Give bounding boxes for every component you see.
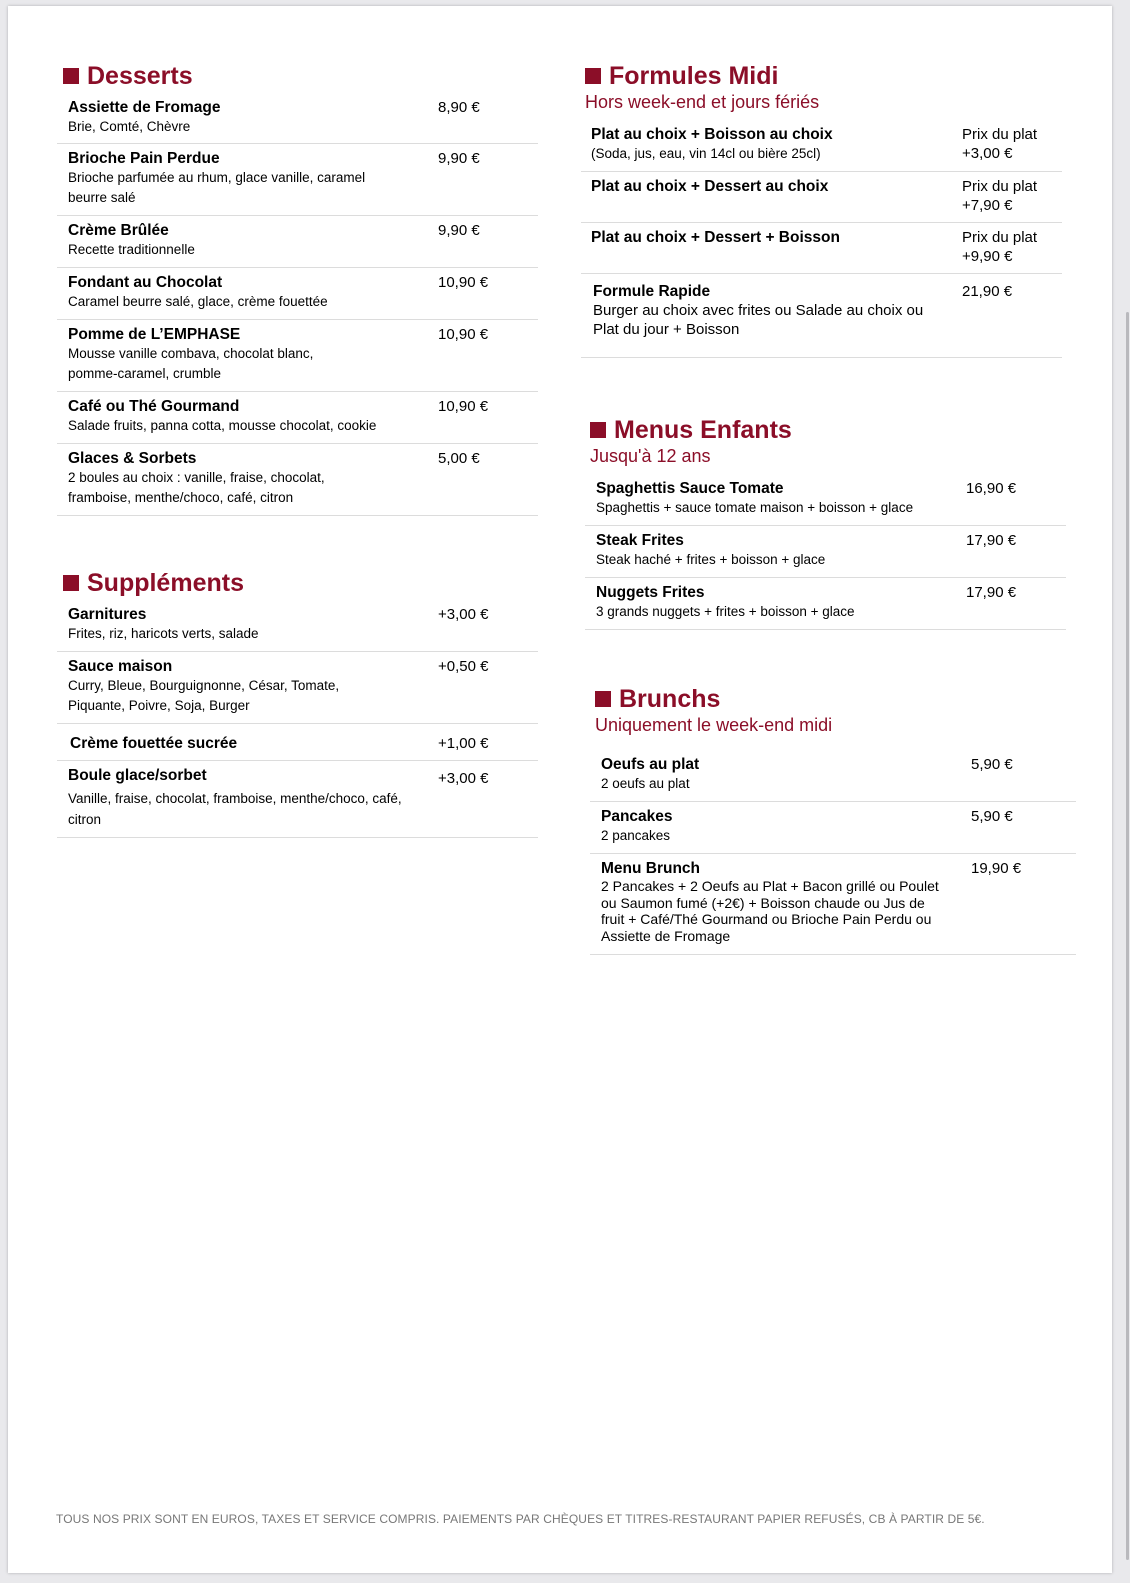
- item-name: Café ou Thé Gourmand: [68, 398, 240, 415]
- enfants-title: Menus Enfants: [614, 416, 792, 444]
- menu-item: [57, 392, 538, 444]
- item-price: 9,90 €: [438, 150, 480, 167]
- section-title: [590, 685, 1076, 713]
- menu-item: [57, 444, 538, 516]
- brunchs-title: Brunchs: [619, 685, 721, 713]
- item-desc: 3 grands nuggets + frites + boisson + glace: [596, 604, 855, 619]
- menu-item: [57, 320, 538, 392]
- section-title: [581, 62, 1062, 90]
- item-name: Pomme de L’EMPHASE: [68, 326, 241, 343]
- item-price: [962, 177, 1062, 215]
- item-name: Plat au choix + Dessert au choix: [591, 178, 829, 195]
- item-desc: Frites, riz, haricots verts, salade: [68, 626, 259, 641]
- price-label: Prix du plat: [962, 178, 1038, 195]
- supplements-title: Suppléments: [87, 569, 244, 597]
- item-name: Pancakes: [601, 808, 673, 825]
- item-desc: Recette traditionnelle: [68, 242, 195, 257]
- item-name: Spaghettis Sauce Tomate: [596, 480, 784, 497]
- item-desc: 2 Pancakes + 2 Oeufs au Plat + Bacon grillé ou Poulet ou Saumon fumé (+2€) + Boisson chaude ou Jus de fruit + Café/Thé Gourmand ou Brioche Pain Perdu ou Assiette de Fromage: [601, 878, 939, 944]
- item-price: 5,00 €: [438, 450, 480, 467]
- item-price: 10,90 €: [438, 274, 489, 291]
- menu-item: [590, 854, 1076, 955]
- item-price: +0,50 €: [438, 658, 489, 675]
- menu-item: [57, 761, 538, 838]
- item-price: 8,90 €: [438, 99, 480, 116]
- item-price: 10,90 €: [438, 398, 489, 415]
- item-price: [962, 125, 1062, 164]
- item-price: 16,90 €: [966, 480, 1017, 497]
- item-desc: 2 oeufs au plat: [601, 776, 690, 791]
- item-desc: Brioche parfumée au rhum, glace vanille, caramel beurre salé: [68, 170, 366, 205]
- item-name: Menu Brunch: [601, 860, 701, 877]
- menu-item: [57, 724, 538, 761]
- item-price: 9,90 €: [438, 222, 480, 239]
- section-desserts: [57, 62, 538, 516]
- item-name: Formule Rapide: [593, 283, 711, 300]
- price-label: Prix du plat: [962, 126, 1038, 143]
- section-subtitle: Hors week-end et jours fériés: [585, 92, 820, 112]
- item-price: 17,90 €: [966, 532, 1017, 549]
- item-desc: Spaghettis + sauce tomate maison + boisson + glace: [596, 500, 914, 515]
- menu-item: [57, 652, 538, 724]
- item-name: Assiette de Fromage: [68, 99, 221, 116]
- price-value: +7,90 €: [962, 197, 1013, 214]
- menu-item: [590, 750, 1076, 802]
- item-desc: Brie, Comté, Chèvre: [68, 119, 191, 134]
- item-desc: (Soda, jus, eau, vin 14cl ou bière 25cl): [591, 146, 821, 161]
- menu-item: [57, 600, 538, 652]
- section-subtitle: Uniquement le week-end midi: [595, 715, 833, 735]
- square-bullet-icon: [590, 422, 606, 438]
- item-price: +3,00 €: [438, 606, 489, 623]
- item-name: Plat au choix + Boisson au choix: [591, 126, 833, 143]
- item-name: Fondant au Chocolat: [68, 274, 223, 291]
- item-desc: 2 boules au choix : vanille, fraise, chocolat, framboise, menthe/choco, café, citron: [68, 470, 325, 505]
- item-desc: Salade fruits, panna cotta, mousse chocolat, cookie: [68, 418, 377, 433]
- desserts-title: Desserts: [87, 62, 193, 90]
- item-price: +1,00 €: [438, 735, 489, 752]
- square-bullet-icon: [63, 68, 79, 84]
- menu-item: [581, 223, 1062, 274]
- item-desc: Vanille, fraise, chocolat, framboise, menthe/choco, café, citron: [68, 791, 402, 827]
- menu-item: [57, 268, 538, 320]
- menu-item-formule-rapide: [581, 274, 1062, 358]
- section-subtitle: Jusqu'à 12 ans: [590, 446, 711, 466]
- menu-item: [585, 474, 1066, 526]
- section-title: [585, 416, 1066, 444]
- menu-item: [585, 578, 1066, 630]
- item-desc: Mousse vanille combava, chocolat blanc, pomme-caramel, crumble: [68, 346, 314, 381]
- section-title: [57, 62, 538, 90]
- price-value: +3,00 €: [962, 145, 1013, 162]
- item-name: Sauce maison: [68, 658, 173, 675]
- section-formules: [581, 62, 1062, 358]
- section-supplements: [57, 569, 538, 838]
- item-name: Glaces & Sorbets: [68, 450, 197, 467]
- item-name: Plat au choix + Dessert + Boisson: [591, 229, 840, 246]
- scrollbar-thumb[interactable]: [1126, 312, 1129, 1560]
- item-price: 19,90 €: [971, 860, 1022, 877]
- item-desc: Caramel beurre salé, glace, crème fouettée: [68, 294, 328, 309]
- item-name: Crème Brûlée: [68, 222, 169, 239]
- square-bullet-icon: [585, 68, 601, 84]
- square-bullet-icon: [595, 691, 611, 707]
- menu-item: [581, 120, 1062, 172]
- item-desc: 2 pancakes: [601, 828, 671, 843]
- item-name: Oeufs au plat: [601, 756, 700, 773]
- menu-item: [57, 216, 538, 268]
- item-price: 5,90 €: [971, 756, 1013, 773]
- item-price: [962, 228, 1062, 266]
- item-name: Boule glace/sorbet: [68, 767, 207, 784]
- section-enfants: [585, 416, 1066, 630]
- menu-item: [57, 144, 538, 216]
- section-title: [57, 569, 538, 597]
- item-desc: Burger au choix avec frites ou Salade au choix ou Plat du jour + Boisson: [593, 302, 924, 338]
- price-value: +9,90 €: [962, 248, 1013, 265]
- item-price: 21,90 €: [962, 283, 1013, 300]
- item-name: Crème fouettée sucrée: [70, 735, 238, 752]
- item-name: Brioche Pain Perdue: [68, 150, 220, 167]
- section-brunchs: [590, 685, 1076, 955]
- item-price: 17,90 €: [966, 584, 1017, 601]
- menu-item: [585, 526, 1066, 578]
- formules-title: Formules Midi: [609, 62, 779, 90]
- menu-item: [590, 802, 1076, 854]
- item-desc: Curry, Bleue, Bourguignonne, César, Tomate, Piquante, Poivre, Soja, Burger: [68, 678, 340, 713]
- item-name: Steak Frites: [596, 532, 684, 549]
- footer-note: TOUS NOS PRIX SONT EN EUROS, TAXES ET SERVICE COMPRIS. PAIEMENTS PAR CHÈQUES ET TITRES-RESTAURANT PAPIER REFUSÉS, CB À PARTIR DE 5€.: [56, 1512, 985, 1526]
- item-name: Nuggets Frites: [596, 584, 705, 601]
- menu-item: [57, 93, 538, 144]
- square-bullet-icon: [63, 575, 79, 591]
- item-price: +3,00 €: [438, 770, 489, 787]
- item-price: 5,90 €: [971, 808, 1013, 825]
- item-price: 10,90 €: [438, 326, 489, 343]
- item-desc: Steak haché + frites + boisson + glace: [596, 552, 826, 567]
- price-label: Prix du plat: [962, 229, 1038, 246]
- menu-item: [581, 172, 1062, 223]
- item-name: Garnitures: [68, 606, 147, 623]
